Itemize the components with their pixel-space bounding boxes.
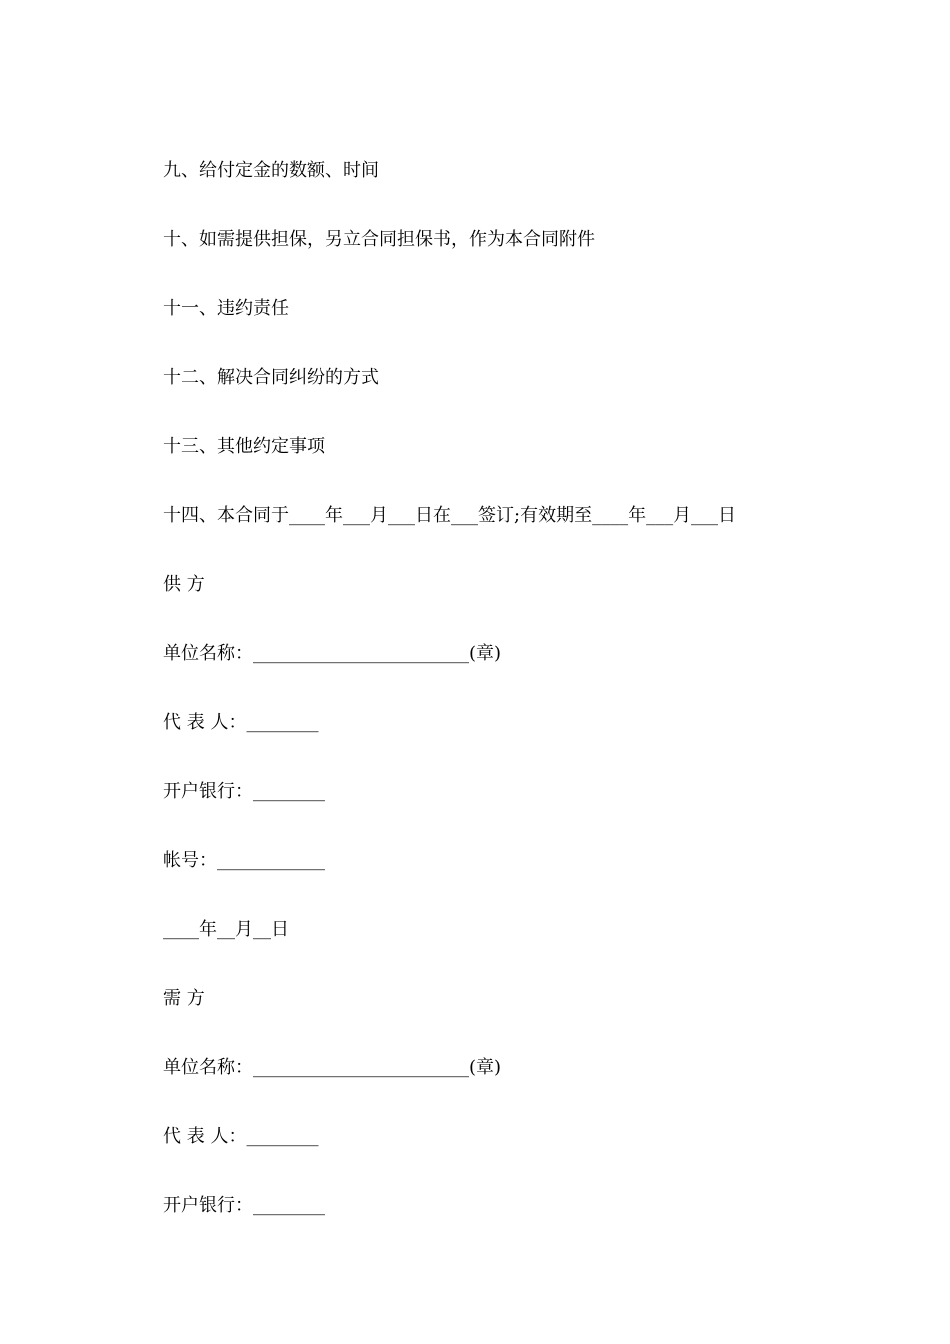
clause-11-liability: 十一、违约责任 bbox=[163, 298, 289, 319]
buyer-heading: 需 方 bbox=[163, 988, 205, 1009]
supplier-heading: 供 方 bbox=[163, 574, 205, 595]
supplier-date: ____年__月__日 bbox=[163, 919, 289, 940]
clause-10-guarantee: 十、如需提供担保，另立合同担保书，作为本合同附件 bbox=[163, 229, 595, 250]
buyer-bank: 开户银行：________ bbox=[163, 1195, 325, 1216]
clause-14-signing-date: 十四、本合同于____年___月___日在___签订;有效期至____年___月___日 bbox=[163, 505, 737, 526]
supplier-company-name: 单位名称：________________________(章) bbox=[163, 643, 502, 664]
supplier-bank: 开户银行：________ bbox=[163, 781, 325, 802]
buyer-representative: 代 表 人：________ bbox=[163, 1126, 319, 1147]
clause-12-dispute: 十二、解决合同纠纷的方式 bbox=[163, 367, 379, 388]
clause-13-other: 十三、其他约定事项 bbox=[163, 436, 325, 457]
supplier-representative: 代 表 人：________ bbox=[163, 712, 319, 733]
supplier-account: 帐号：____________ bbox=[163, 850, 325, 871]
clause-9-deposit: 九、给付定金的数额、时间 bbox=[163, 160, 379, 181]
buyer-company-name: 单位名称：________________________(章) bbox=[163, 1057, 502, 1078]
